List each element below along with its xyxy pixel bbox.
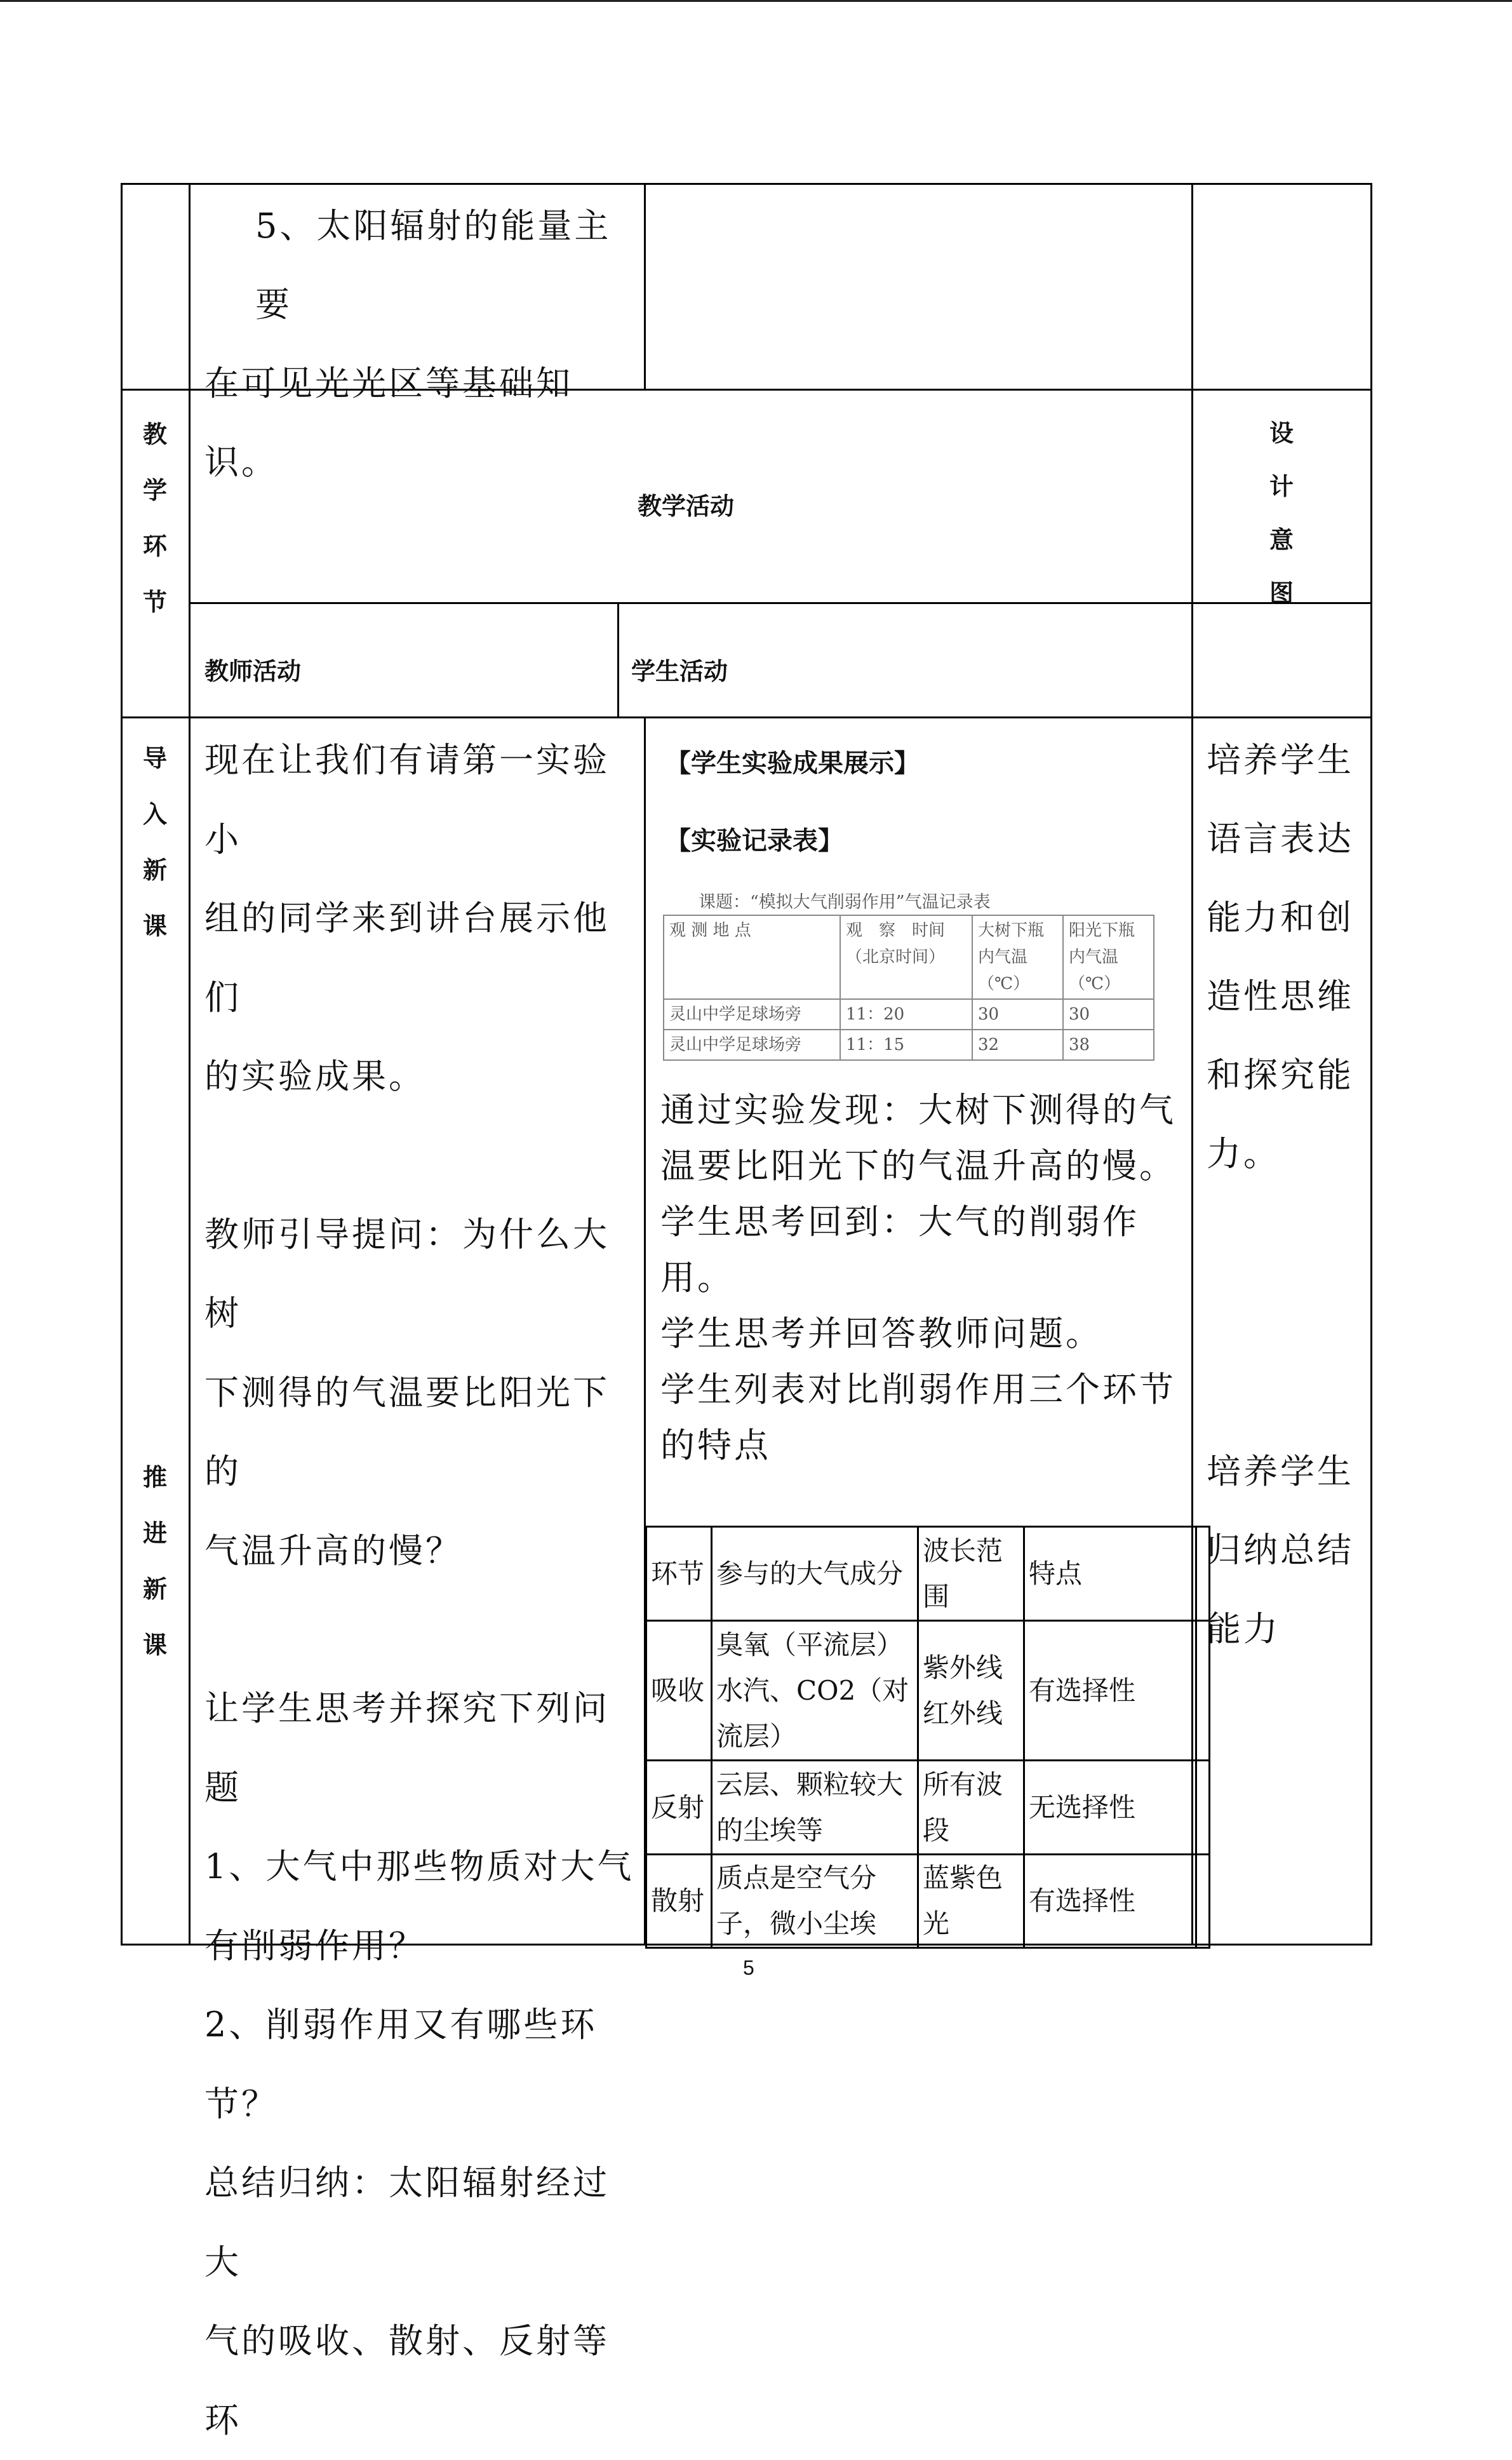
- record-header: 大树下瓶内气温（℃）: [972, 915, 1063, 999]
- record-table-caption: 课题：“模拟大气削弱作用”气温记录表: [699, 892, 991, 912]
- top-line-2: 在可见光光区等基础知识。: [204, 363, 573, 482]
- header-char: 设: [1269, 419, 1294, 447]
- label-char: 进: [142, 1519, 167, 1547]
- teacher-line: 让学生思考并探究下列问题: [204, 1688, 610, 1808]
- table-border: [189, 602, 1372, 604]
- design-intent-1: [1207, 721, 1369, 1193]
- header-char: 图: [1269, 579, 1294, 607]
- student-activity-header: 学生活动: [631, 657, 728, 685]
- label-char: 新: [142, 1575, 167, 1603]
- table-spacer: [1196, 1855, 1210, 1948]
- intent-line: 力。: [1207, 1134, 1280, 1174]
- table-border: [189, 183, 191, 1946]
- intent-line: 造性思维: [1207, 976, 1354, 1016]
- compare-cell: 有选择性: [1024, 1855, 1196, 1948]
- table-row: [646, 1761, 1210, 1855]
- compare-header: 环节: [646, 1527, 712, 1621]
- student-line: 学生列表对比削弱作用三个环节: [660, 1369, 1176, 1409]
- intent-line: 能力和创: [1207, 897, 1354, 938]
- record-cell: 灵山中学足球场旁: [664, 999, 840, 1030]
- header-char: 教: [142, 420, 167, 448]
- intent-line: 培养学生: [1207, 740, 1354, 780]
- teacher-line: 有削弱作用？: [204, 1925, 425, 1966]
- compare-cell: 蓝紫色光: [918, 1855, 1024, 1948]
- teacher-line: 的实验成果。: [204, 1056, 425, 1096]
- student-line: 通过实验发现：大树下测得的气: [660, 1090, 1176, 1130]
- compare-header: 波长范围: [918, 1527, 1024, 1621]
- record-header: 观 测 地 点: [664, 915, 840, 999]
- header-char: 节: [142, 588, 167, 616]
- record-cell: 30: [972, 999, 1063, 1030]
- record-header: 观 察 时间（北京时间）: [840, 915, 972, 999]
- page-number: 5: [743, 1956, 754, 1979]
- intent-line: 和探究能: [1207, 1055, 1354, 1095]
- section-column-header: [136, 407, 174, 630]
- top-line-1: 5、太阳辐射的能量主要: [255, 206, 612, 325]
- top-cell-text: [204, 187, 643, 502]
- teacher-line: 教师引导提问：为什么大树: [204, 1214, 610, 1333]
- student-line: 温要比阳光下的气温升高的慢。: [660, 1146, 1176, 1186]
- record-cell: 38: [1063, 1030, 1154, 1060]
- teacher-line: 现在让我们有请第一实验小: [204, 740, 610, 859]
- compare-cell: 反射: [646, 1761, 712, 1855]
- header-char: 学: [142, 476, 167, 504]
- label-char: 新: [142, 856, 167, 884]
- teacher-line: 总结归纳：太阳辐射经过大: [204, 2163, 610, 2282]
- header-char: 意: [1269, 525, 1294, 554]
- teacher-line: 组的同学来到讲台展示他们: [204, 898, 610, 1018]
- design-intent-2: [1207, 1432, 1369, 1669]
- compare-header: 特点: [1024, 1527, 1196, 1621]
- student-line: 的特点: [660, 1425, 771, 1465]
- compare-cell: 无选择性: [1024, 1761, 1196, 1855]
- intent-line: 能力: [1207, 1609, 1280, 1649]
- table-border: [617, 602, 619, 718]
- compare-header: 参与的大气成分: [712, 1527, 918, 1621]
- teacher-activity-text: [204, 721, 643, 2460]
- record-title: 【实验记录表】: [666, 827, 843, 855]
- compare-cell: 吸收: [646, 1621, 712, 1761]
- intent-line: 培养学生: [1207, 1451, 1354, 1491]
- compare-cell: 紫外线红外线: [918, 1621, 1024, 1761]
- student-line: 学生思考并回答教师问题。: [660, 1314, 1102, 1354]
- teacher-line: 2、削弱作用又有哪些环: [204, 2005, 598, 2045]
- header-char: 计: [1269, 472, 1294, 501]
- table-spacer: [1196, 1761, 1210, 1855]
- record-cell: 11：20: [840, 999, 972, 1030]
- label-char: 导: [142, 744, 167, 772]
- page-top-border: [0, 0, 1512, 2]
- teacher-line: 节？: [204, 2083, 278, 2124]
- showcase-title: 【学生实验成果展示】: [666, 749, 920, 777]
- compare-cell: 有选择性: [1024, 1621, 1196, 1761]
- teacher-activity-header: 教师活动: [204, 657, 302, 685]
- teacher-line: 1、大气中那些物质对大气: [204, 1846, 634, 1886]
- record-cell: 11：15: [840, 1030, 972, 1060]
- record-cell: 30: [1063, 999, 1154, 1030]
- table-row: [664, 999, 1154, 1030]
- teacher-line: [204, 1590, 643, 1669]
- student-activity-text: [660, 1082, 1188, 1474]
- advance-label: [136, 1449, 174, 1673]
- label-char: 推: [142, 1463, 167, 1491]
- intent-line: 语言表达: [1207, 819, 1354, 859]
- label-char: 入: [142, 800, 167, 828]
- teacher-line: 下测得的气温要比阳光下的: [204, 1372, 610, 1491]
- table-border: [1370, 183, 1372, 1946]
- compare-cell: 臭氧（平流层）水汽、CO2（对流层）: [712, 1621, 918, 1761]
- compare-cell: 云层、颗粒较大的尘埃等: [712, 1761, 918, 1855]
- design-column-header: [1262, 407, 1301, 620]
- teacher-line: 气的吸收、散射、反射等环: [204, 2321, 610, 2440]
- student-line: 学生思考回到：大气的削弱作: [660, 1202, 1139, 1242]
- table-border: [121, 716, 1372, 718]
- record-table: [663, 915, 1154, 1061]
- intent-line: 归纳总结: [1207, 1530, 1354, 1570]
- compare-cell: 质点是空气分子，微小尘埃: [712, 1855, 918, 1948]
- record-header: 阳光下瓶内气温（℃）: [1063, 915, 1154, 999]
- intro-label: [136, 730, 174, 954]
- teacher-line: [204, 1117, 643, 1195]
- label-char: 课: [142, 1630, 167, 1659]
- record-cell: 灵山中学足球场旁: [664, 1030, 840, 1060]
- compare-cell: 所有波段: [918, 1761, 1024, 1855]
- teacher-line: 气温升高的慢？: [204, 1530, 462, 1571]
- table-border: [644, 183, 646, 391]
- attenuation-comparison-table: [645, 1526, 1210, 1949]
- table-border: [121, 183, 1372, 185]
- header-char: 环: [142, 532, 167, 560]
- table-row: [664, 1030, 1154, 1060]
- student-line: 用。: [660, 1258, 734, 1298]
- table-border: [121, 183, 123, 1946]
- label-char: 课: [142, 911, 167, 940]
- compare-cell: 散射: [646, 1855, 712, 1948]
- table-row: [646, 1621, 1210, 1761]
- activity-title: 教学活动: [638, 492, 735, 520]
- compare-header-row: [646, 1527, 1210, 1621]
- record-table-image: [660, 888, 1194, 1085]
- record-table-header-row: [664, 915, 1154, 999]
- record-cell: 32: [972, 1030, 1063, 1060]
- table-row: [646, 1855, 1210, 1948]
